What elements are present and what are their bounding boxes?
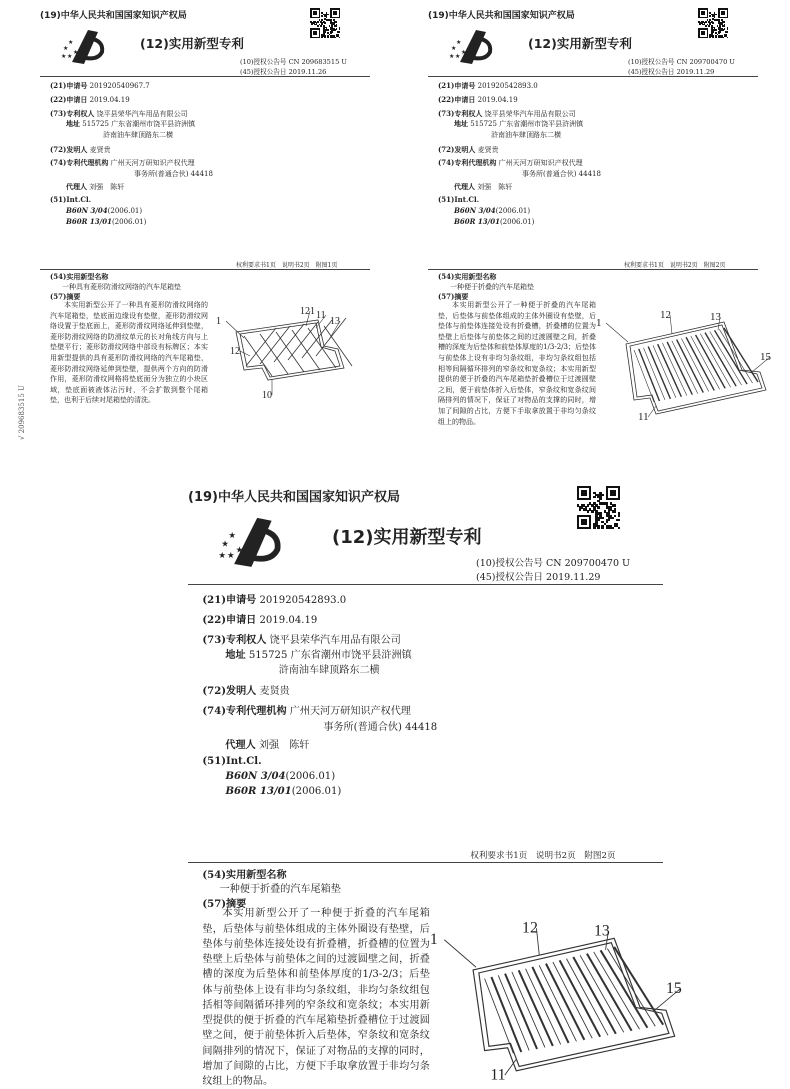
stripe-rib — [643, 348, 664, 400]
ipc-code-1: B60N 3/04 — [225, 770, 286, 782]
divider — [188, 584, 663, 585]
logo-star-icon: ★ — [67, 53, 73, 60]
figure-callout-label: 15 — [666, 979, 682, 997]
leader-line — [226, 321, 244, 338]
logo-star-icon: ★ — [456, 39, 462, 46]
figure-callout-label: 10 — [262, 390, 272, 401]
ipc-date-1: (2006.01) — [495, 207, 531, 216]
utility-model-title: 一种具有菱形防滑纹网络的汽车尾箱垫 — [62, 283, 181, 291]
figure-callout-label: 13 — [710, 311, 721, 323]
publication-number: (10)授权公告号 CN 209700470 U — [476, 557, 631, 569]
logo-star-icon: ★ — [63, 45, 69, 52]
stripe-rib — [639, 349, 660, 401]
utility-model-title: 一种便于折叠的汽车尾箱垫 — [450, 283, 534, 291]
address-line-2: 浒南油车肆顶路东二横 — [491, 130, 561, 139]
address-line-1: 515725 广东省潮州市饶平县浒洲镇 — [82, 120, 196, 129]
abstract-text: 本实用新型公开了一种便于折叠的汽车尾箱垫，后垫体与前垫体组成的主体外圈设有垫壁，后垫体与前垫体连接处设有折叠槽，折叠槽的位置为垫壁上后垫体与前垫体之间的过渡圆壁之间，折叠槽的深度为后垫体和前垫体厚度的1/3-2/3；后垫体与前垫体上设有非均匀条纹组，非均匀条纹组包括相等间隔循环排列的窄条纹和宽条纹；本实用新型提供的便于折叠的汽车尾箱垫折叠槽位于过渡圆壁之间，便于前垫体折入后垫体，窄条纹和宽条纹间隔排列的情况下，保证了对物品的支撑的同时，增加了间隙的占比，方便下手取拿放置于非均匀条纹组上的物品。 — [438, 301, 596, 426]
ipc-code-2: B60R 13/01 — [66, 216, 112, 226]
address-line-1: 515725 广东省潮州市饶平县浒洲镇 — [470, 120, 584, 129]
logo-star-icon: ★ — [461, 49, 467, 56]
patentee: 饶平县荣华汽车用品有限公司 — [269, 634, 401, 646]
abstract-text: 本实用新型公开了一种具有菱形防滑纹网络的汽车尾箱垫，垫底面边缘设有垫壁，菱形防滑纹网络设置于垫底面上，菱形防滑纹网络延伸到垫壁，菱形防滑纹网络的防滑纹单元的长对角线方向与上垫壁平行；菱形防滑纹网络中部设有标牌区；本实用新型提供的具有菱形防滑纹网络的汽车尾箱垫，菱形防滑纹网络延伸到垫壁，提供两个方向的防滑作用，菱形防滑纹网格将垫底面分为独立的小块区域，垫底面被液体沾污时，不会扩散到整个尾箱垫，也利于后续对尾箱垫的清洗。 — [50, 301, 208, 405]
page-counts: 权利要求书1页 说明书2页 附图1页 — [236, 262, 338, 269]
divider — [40, 76, 370, 77]
figure-callout-label: 12 — [230, 346, 240, 357]
publication-date: (45)授权公告日 2019.11.26 — [240, 68, 327, 76]
logo-star-icon: ★ — [218, 550, 226, 561]
figure-drawing — [206, 294, 366, 404]
document-type: (12)实用新型专利 — [528, 36, 632, 51]
patent-document-2 — [428, 4, 773, 444]
figure-callout-label: 12 — [660, 309, 671, 321]
abstract-label: (57)摘要 — [202, 898, 247, 910]
figure-callout-label: 11 — [638, 411, 649, 423]
application-number-label: (21)申请号 — [50, 81, 88, 90]
publication-number: (10)授权公告号 CN 209683515 U — [240, 58, 347, 66]
ipc-date-2: (2006.01) — [291, 786, 342, 798]
inventor: 麦贤贵 — [89, 145, 111, 154]
patentee: 饶平县荣华汽车用品有限公司 — [96, 109, 188, 118]
document-type: (12)实用新型专利 — [332, 527, 482, 549]
agency-line-2: 事务所(普通合伙) 44418 — [323, 721, 438, 733]
agency-line-2: 事务所(普通合伙) 44418 — [134, 169, 213, 178]
logo-star-icon: ★ — [226, 550, 235, 561]
anti-slip-rib — [274, 324, 304, 362]
office-name: (19)中华人民共和国国家知识产权局 — [428, 11, 575, 21]
agency-line-2: 事务所(普通合伙) 44418 — [522, 169, 601, 178]
logo-star-icon: ★ — [73, 49, 79, 56]
qr-code — [310, 8, 340, 38]
figure-callout-label: 15 — [760, 351, 771, 363]
anti-slip-rib — [302, 320, 332, 358]
address-line-1: 515725 广东省潮州市饶平县浒洲镇 — [248, 649, 412, 661]
address-line-2: 浒南油车肆顶路东二横 — [103, 130, 173, 139]
agent: 刘强 陈轩 — [89, 182, 125, 191]
qr-code — [698, 8, 728, 38]
stripe-rib — [553, 962, 592, 1038]
application-date-label: (22)申请日 — [202, 614, 257, 626]
logo-star-icon: ★ — [235, 544, 244, 555]
logo-star-icon: ★ — [451, 45, 457, 52]
title-label: (54)实用新型名称 — [50, 272, 109, 281]
page-counts: 权利要求书1页 说明书2页 附图2页 — [470, 850, 616, 861]
ipc-code-1: B60N 3/04 — [454, 206, 496, 216]
title-label: (54)实用新型名称 — [438, 272, 497, 281]
office-name: (19)中华人民共和国国家知识产权局 — [188, 489, 400, 505]
address-label: 地址 — [66, 119, 80, 129]
page-counts: 权利要求书1页 说明书2页 附图2页 — [624, 262, 726, 269]
ipc-date-2: (2006.01) — [499, 217, 535, 226]
ipc-label: (51)Int.Cl. — [202, 755, 262, 767]
agent-label: 代理人 — [225, 739, 256, 751]
application-number: 201920542893.0 — [477, 82, 538, 90]
patent-document-3 — [188, 480, 688, 1088]
stripe-rib — [546, 963, 584, 1039]
logo-star-icon: ★ — [228, 530, 237, 541]
publication-date: (45)授权公告日 2019.11.29 — [628, 68, 715, 76]
figure-callout-label: 13 — [594, 922, 610, 940]
office-name: (19)中华人民共和国国家知识产权局 — [40, 11, 187, 21]
stripe-rib — [658, 344, 682, 397]
anti-slip-rib — [260, 334, 288, 374]
abstract-label: (57)摘要 — [438, 292, 469, 301]
stripe-rib — [691, 336, 720, 389]
application-date: 2019.04.19 — [89, 95, 130, 104]
figure-callout-label: 12 — [522, 919, 538, 937]
ipc-date-1: (2006.01) — [285, 770, 336, 782]
address-label: 地址 — [225, 649, 246, 661]
divider — [428, 269, 758, 270]
stripe-rib — [648, 347, 670, 399]
stripe-rib — [519, 970, 553, 1046]
application-number: 201920540967.7 — [89, 82, 150, 90]
ipc-code-1: B60N 3/04 — [66, 206, 108, 216]
patentee-label: (73)专利权人 — [50, 108, 95, 118]
leader-line — [444, 939, 476, 966]
stripe-rib — [700, 334, 730, 387]
logo-star-icon: ★ — [61, 53, 67, 60]
leader-line — [240, 351, 250, 356]
address-line-2: 浒南油车肆顶路东二横 — [278, 665, 380, 677]
stripe-rib — [566, 958, 608, 1035]
ipc-label: (51)Int.Cl. — [50, 195, 92, 205]
anti-slip-rib — [276, 332, 304, 372]
figure-drawing — [594, 294, 784, 424]
agency-label: (74)专利代理机构 — [50, 158, 109, 168]
stripe-rib — [686, 337, 714, 390]
stripe-rib — [491, 977, 521, 1052]
agency-label: (74)专利代理机构 — [202, 706, 287, 718]
patent-document-1 — [40, 4, 385, 444]
divider — [40, 269, 370, 270]
ipc-label: (51)Int.Cl. — [438, 195, 480, 205]
agency-label: (74)专利代理机构 — [438, 158, 497, 168]
patentee-label: (73)专利权人 — [202, 634, 267, 646]
application-date: 2019.04.19 — [259, 614, 318, 626]
figure-drawing — [427, 898, 701, 1085]
agent-label: 代理人 — [454, 181, 475, 191]
application-number-label: (21)申请号 — [202, 594, 257, 606]
inventor: 麦贤贵 — [477, 145, 499, 154]
application-date-label: (22)申请日 — [50, 94, 88, 104]
agent: 刘强 陈轩 — [477, 182, 513, 191]
stripe-rib — [505, 973, 537, 1048]
figure-callout-label: 1 — [596, 317, 602, 329]
agent: 刘强 陈轩 — [258, 739, 310, 751]
inventor-label: (72)发明人 — [50, 144, 88, 154]
stripe-rib — [580, 955, 624, 1032]
figure-callout-label: 1 — [216, 316, 221, 327]
agent-label: 代理人 — [66, 181, 87, 191]
figure-callout-label: 11 — [316, 310, 326, 321]
ipc-code-2: B60R 13/01 — [454, 216, 500, 226]
abstract-label: (57)摘要 — [50, 292, 81, 301]
logo-star-icon: ★ — [68, 39, 74, 46]
inventor-label: (72)发明人 — [202, 686, 257, 698]
divider — [428, 76, 758, 77]
application-number-label: (21)申请号 — [438, 81, 476, 90]
application-number: 201920542893.0 — [259, 594, 347, 606]
publication-date: (45)授权公告日 2019.11.29 — [476, 572, 601, 584]
application-date-label: (22)申请日 — [438, 94, 476, 104]
qr-code — [577, 486, 620, 529]
utility-model-title: 一种便于折叠的汽车尾箱垫 — [219, 884, 341, 896]
logo-star-icon: ★ — [455, 53, 461, 60]
figure-callout-label: 13 — [330, 316, 340, 327]
inventor-label: (72)发明人 — [438, 144, 476, 154]
ipc-date-2: (2006.01) — [111, 217, 147, 226]
agency-line-1: 广州天河万研知识产权代理 — [498, 159, 583, 168]
patentee: 饶平县荣华汽车用品有限公司 — [484, 109, 576, 118]
patent-office-logo — [446, 28, 498, 68]
title-label: (54)实用新型名称 — [202, 869, 287, 881]
anti-slip-rib — [244, 336, 272, 376]
figure-callout-label: 11 — [490, 1066, 506, 1084]
publication-number: (10)授权公告号 CN 209700470 U — [628, 58, 735, 66]
ipc-code-2: B60R 13/01 — [225, 786, 292, 798]
divider — [188, 862, 663, 863]
mat-outline — [236, 320, 344, 380]
figure-callout-label: 121 — [300, 306, 315, 317]
document-type: (12)实用新型专利 — [140, 36, 244, 51]
agency-line-1: 广州天河万研知识产权代理 — [110, 159, 195, 168]
stripe-rib — [677, 340, 704, 393]
logo-star-icon: ★ — [449, 53, 455, 60]
stripe-rib — [560, 960, 600, 1037]
ipc-date-1: (2006.01) — [107, 207, 143, 216]
stripe-rib — [681, 338, 708, 391]
side-document-id: √ 209683515 U — [18, 385, 26, 440]
anti-slip-rib — [288, 322, 318, 360]
logo-star-icon: ★ — [221, 539, 229, 550]
stripe-rib — [498, 975, 529, 1050]
patent-office-logo — [214, 515, 289, 573]
address-label: 地址 — [454, 119, 468, 129]
agency-line-1: 广州天河万研知识产权代理 — [289, 706, 411, 718]
application-date: 2019.04.19 — [477, 95, 518, 104]
patentee-label: (73)专利权人 — [438, 108, 483, 118]
patent-office-logo — [58, 28, 110, 68]
leader-line — [606, 323, 628, 342]
abstract-text: 本实用新型公开了一种便于折叠的汽车尾箱垫，后垫体与前垫体组成的主体外圈设有垫壁，后垫体与前垫体连接处设有折叠槽，折叠槽的位置为垫壁上后垫体与前垫体之间的过渡圆壁之间，折叠槽的深度为后垫体和前垫体厚度的1/3-2/3；后垫体与前垫体上设有非均匀条纹组，非均匀条纹组包括相等间隔循环排列的窄条纹和宽条纹；本实用新型提供的便于折叠的汽车尾箱垫折叠槽位于过渡圆壁之间，便于前垫体折入后垫体，窄条纹和宽条纹间隔排列的情况下，保证了对物品的支撑的同时，增加了间隙的占比，方便下手取拿放置于非均匀条纹组上的物品。 — [202, 908, 430, 1088]
figure-callout-label: 1 — [429, 930, 438, 948]
inventor: 麦贤贵 — [259, 686, 290, 698]
